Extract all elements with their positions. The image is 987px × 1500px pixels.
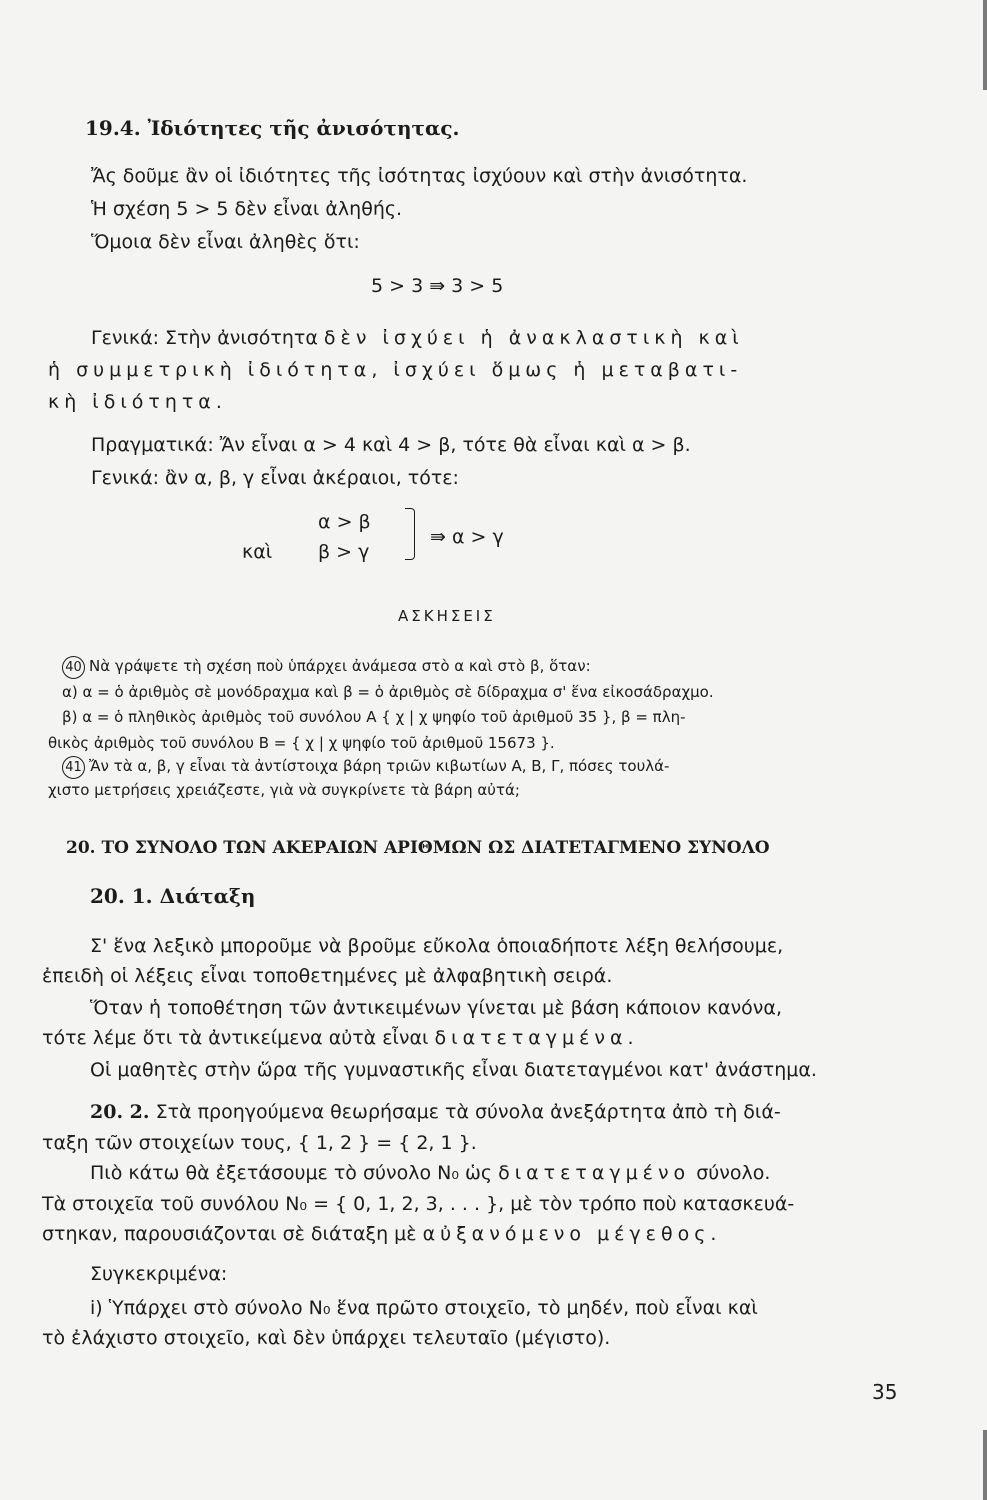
subsection-heading-20-1: 20. 1. Διάταξη (90, 884, 256, 908)
brace (405, 508, 415, 560)
exercise-41 (62, 756, 669, 779)
paragraph-line: i) Ὑπάρχει στὸ σύνολο Ν₀ ἕνα πρῶτο στοιχεῖο, τὸ μηδέν, ποὺ εἶναι καὶ (90, 1297, 758, 1319)
paragraph-line: Οἱ μαθητὲς στὴν ὥρα τῆς γυμναστικῆς εἶναι διατεταγμένοι κατ' ἀνάστημα. (90, 1059, 817, 1081)
spaced-emphasis: διατεταγμένο (498, 1162, 691, 1184)
scan-edge (983, 1430, 987, 1500)
paragraph-line: Γενικά: ἂν α, β, γ εἶναι ἀκέραιοι, τότε: (91, 467, 459, 489)
text-run: Στὰ προηγούμενα θεωρήσαμε τὰ σύνολα ἀνεξάρτητα ἀπὸ τὴ διά- (155, 1101, 781, 1123)
paragraph-line: Ἄς δοῦμε ἂν οἱ ἰδιότητες τῆς ἰσότητας ἰσχύουν καὶ στὴν ἀνισότητα. (91, 165, 748, 187)
section-heading-20: 20. ΤΟ ΣΥΝΟΛΟ ΤΩΝ ΑΚΕΡΑΙΩΝ ΑΡΙΘΜΩΝ ΩΣ ΔΙΑΤΕΤΑΓΜΕΝΟ ΣΥΝΟΛΟ (66, 838, 770, 858)
paragraph-line (48, 358, 742, 382)
exercise-number: 40 (62, 656, 85, 679)
system-line-2: β > γ (318, 541, 370, 563)
exercise-40 (62, 656, 591, 679)
paragraph-line: τὸ ἐλάχιστο στοιχεῖο, καὶ δὲν ὑπάρχει τελευταῖο (μέγιστο). (42, 1327, 611, 1349)
spaced-emphasis: δὲν ἰσχύει ἡ ἀνακλαστικὴ καὶ (323, 327, 744, 349)
paragraph-line: Τὰ στοιχεῖα τοῦ συνόλου Ν₀ = { 0, 1, 2, 3, . . . }, μὲ τὸν τρόπο ποὺ κατασκευά- (42, 1193, 795, 1215)
paragraph-line (42, 1222, 721, 1246)
exercise-number: 41 (62, 756, 85, 779)
paragraph-line: Ἡ σχέση 5 > 5 δὲν εἶναι ἀληθής. (91, 198, 403, 220)
text-run: σύνολο. (690, 1162, 771, 1184)
exercise-part-b-cont: θικὸς ἀριθμὸς τοῦ συνόλου Β = { χ | χ ψηφίο τοῦ ἀριθμοῦ 15673 }. (48, 734, 555, 752)
paragraph-line: Ὅμοια δὲν εἶναι ἀληθὲς ὅτι: (91, 231, 360, 253)
paragraph-line (90, 1100, 781, 1124)
text-run: στηκαν, παρουσιάζονται σὲ διάταξη μὲ (42, 1223, 423, 1245)
spaced-emphasis: διατεταγμένα. (434, 1027, 639, 1049)
spaced-emphasis: κὴ ἰδιότητα. (48, 391, 227, 413)
exercises-title: ΑΣΚΗΣΕΙΣ (398, 607, 496, 625)
formula: 5 > 3 ⇛ 3 > 5 (371, 275, 504, 297)
paragraph-line: ταξη τῶν στοιχείων τους, { 1, 2 } = { 2, 1 }. (42, 1132, 477, 1154)
subsection-heading-20-2: 20. 2. (90, 1101, 150, 1123)
system-kai: καὶ (242, 541, 273, 563)
exercise-text: Νὰ γράψετε τὴ σχέση ποὺ ὑπάρχει ἀνάμεσα στὸ α καὶ στὸ β, ὅταν: (89, 657, 591, 675)
paragraph-line: Σ' ἕνα λεξικὸ μποροῦμε νὰ βροῦμε εὔκολα ὁποιαδήποτε λέξη θελήσουμε, (90, 935, 784, 957)
paragraph-line (91, 326, 744, 350)
paragraph-line: ἐπειδὴ οἱ λέξεις εἶναι τοποθετημένες μὲ ἀλφαβητικὴ σειρά. (42, 965, 613, 987)
paragraph-line: Ὅταν ἡ τοποθέτηση τῶν ἀντικειμένων γίνεται μὲ βάση κάποιον κανόνα, (90, 997, 782, 1019)
text-run: Πιὸ κάτω θὰ ἐξετάσουμε τὸ σύνολο Ν₀ ὡς (90, 1162, 499, 1184)
system-line-1: α > β (318, 511, 371, 533)
spaced-emphasis: ἡ συμμετρικὴ ἰδιότητα, (48, 359, 383, 381)
text-run: τότε λέμε ὅτι τὰ ἀντικείμενα αὐτὰ εἶναι (42, 1027, 435, 1049)
exercise-part-a: α) α = ὁ ἀριθμὸς σὲ μονόδραχμα καὶ β = ὁ ἀριθμὸς σὲ δίδραχμα σ' ἕνα εἰκοσάδραχμο. (62, 683, 714, 701)
paragraph-line: Πραγματικά: Ἄν εἶναι α > 4 καὶ 4 > β, τότε θὰ εἶναι καὶ α > β. (91, 434, 691, 456)
paragraph-line: Συγκεκριμένα: (90, 1263, 228, 1285)
page-number: 35 (872, 1380, 898, 1404)
scan-edge (983, 0, 987, 90)
exercise-part-b: β) α = ὁ πληθικὸς ἀριθμὸς τοῦ συνόλου Α { χ | χ ψηφίο τοῦ ἀριθμοῦ 35 }, β = πλη- (62, 708, 686, 726)
paragraph-line (90, 1161, 770, 1185)
system-result: ⇛ α > γ (430, 526, 504, 548)
spaced-emphasis: αὐξανόμενο μέγεθος. (422, 1223, 722, 1245)
section-heading-19-4: 19.4. Ἰδιότητες τῆς ἀνισότητας. (85, 116, 460, 140)
exercise-text: Ἄν τὰ α, β, γ εἶναι τὰ ἀντίστοιχα βάρη τριῶν κιβωτίων Α, Β, Γ, πόσες τουλά- (89, 757, 670, 775)
spaced-emphasis: ἰσχύει ὅμως ἡ μεταβατι- (382, 359, 743, 381)
exercise-41-cont: χιστο μετρήσεις χρειάζεστε, γιὰ νὰ συγκρίνετε τὰ βάρη αὐτά; (48, 781, 520, 799)
text-run: Γενικά: Στὴν ἀνισότητα (91, 327, 324, 349)
paragraph-line (42, 1026, 639, 1050)
